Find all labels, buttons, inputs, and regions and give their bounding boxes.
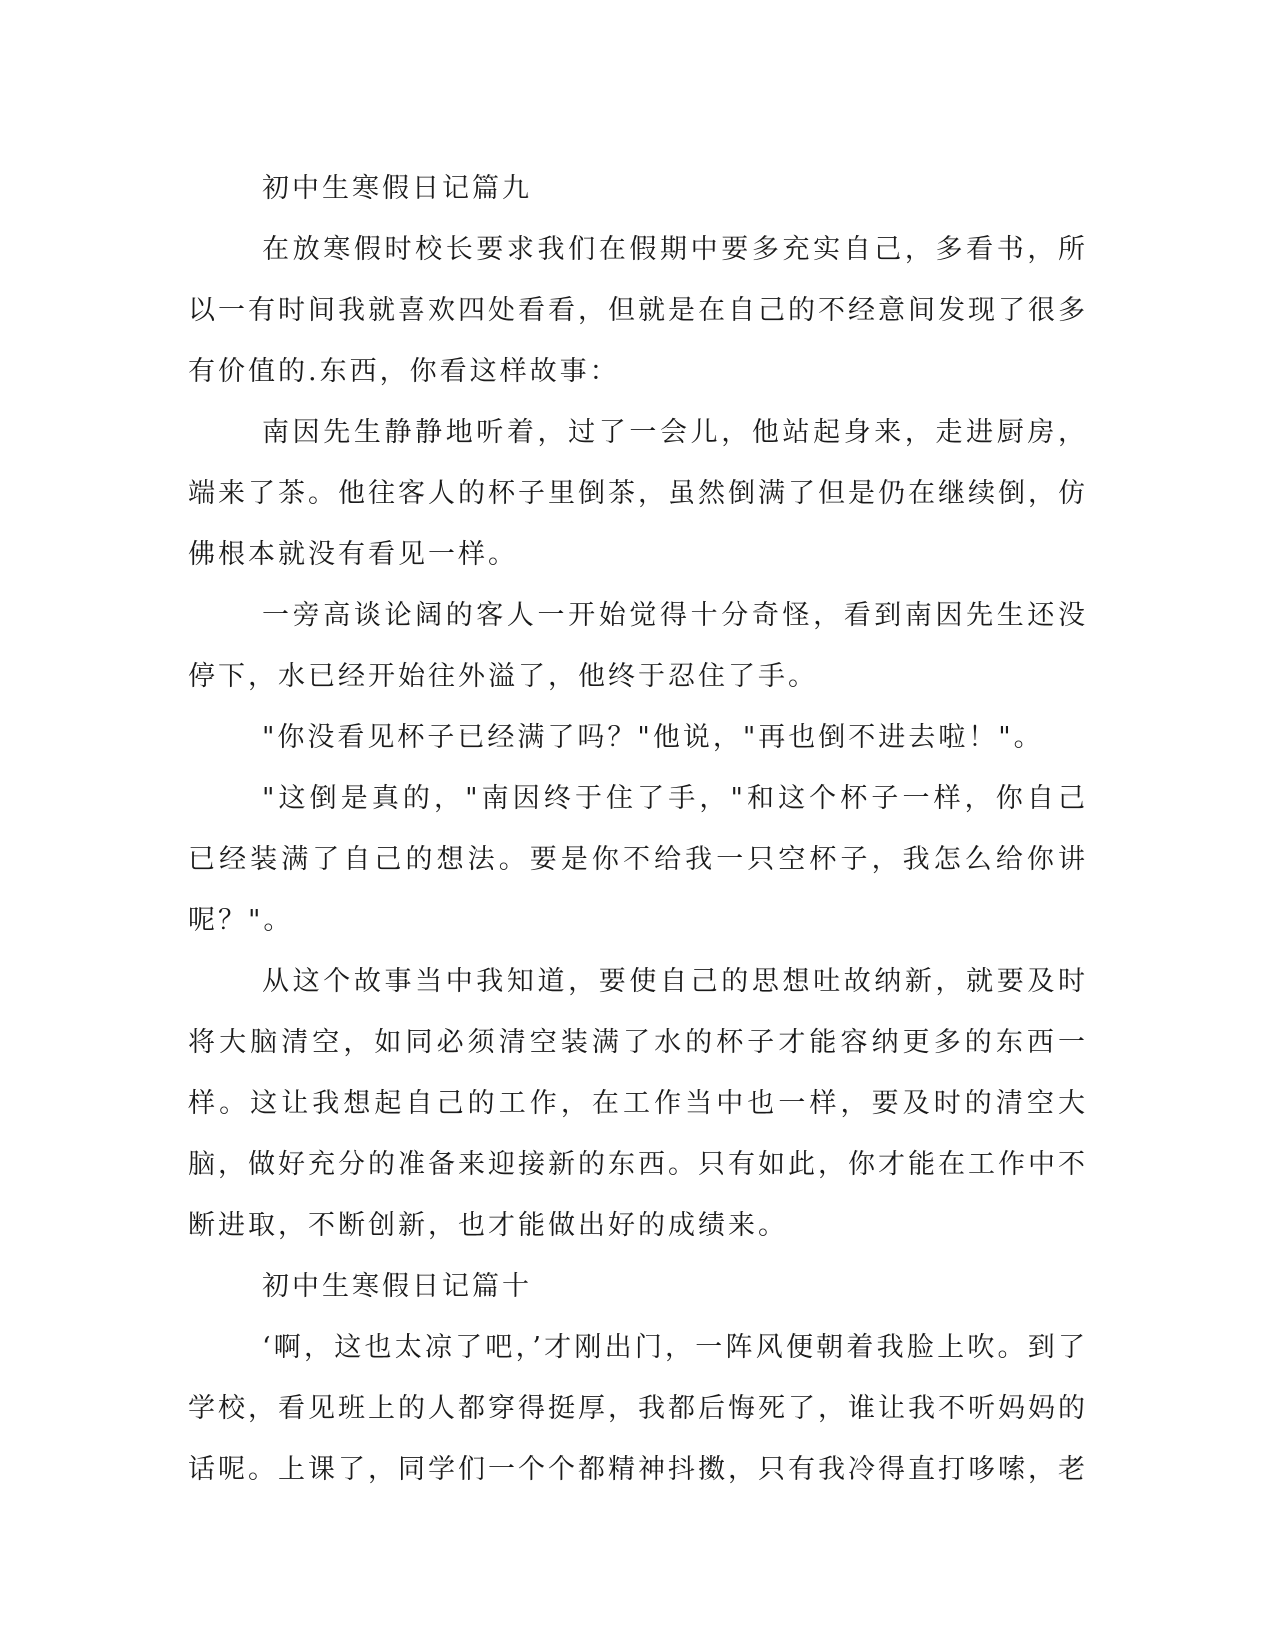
paragraph-9-2: 南因先生静静地听着，过了一会儿，他站起身来，走进厨房，端来了茶。他往客人的杯子里倒茶，虽然倒满了但是仍在继续倒，仿佛根本就没有看见一样。 (188, 417, 1088, 570)
paragraph-9-1: 在放寒假时校长要求我们在假期中要多充实自己，多看书，所以一有时间我就喜欢四处看看，但就是在自己的不经意间发现了很多有价值的.东西，你看这样故事： (188, 234, 1088, 387)
document-body (188, 158, 1088, 1500)
paragraph-9-5: "这倒是真的，"南因终于住了手，"和这个杯子一样，你自己已经装满了自己的想法。要是你不给我一只空杯子，我怎么给你讲呢？"。 (188, 783, 1088, 936)
paragraph-9-4: "你没看见杯子已经满了吗？"他说，"再也倒不进去啦！"。 (262, 722, 1044, 753)
section-heading-10: 初中生寒假日记篇十 (262, 1271, 532, 1302)
paragraph-9-3: 一旁高谈论阔的客人一开始觉得十分奇怪，看到南因先生还没停下，水已经开始往外溢了，他终于忍住了手。 (188, 600, 1088, 692)
paragraph-10-1: ‘啊，这也太凉了吧，’才刚出门，一阵风便朝着我脸上吹。到了学校，看见班上的人都穿得挺厚，我都后悔死了，谁让我不听妈妈的话呢。上课了，同学们一个个都精神抖擞，只有我冷得直打哆嗦，老 (188, 1332, 1088, 1485)
section-heading-9: 初中生寒假日记篇九 (262, 173, 532, 204)
paragraph-9-6: 从这个故事当中我知道，要使自己的思想吐故纳新，就要及时将大脑清空，如同必须清空装满了水的杯子才能容纳更多的东西一样。这让我想起自己的工作，在工作当中也一样，要及时的清空大脑，做好充分的准备来迎接新的东西。只有如此，你才能在工作中不断进取，不断创新，也才能做出好的成绩来。 (188, 966, 1088, 1241)
